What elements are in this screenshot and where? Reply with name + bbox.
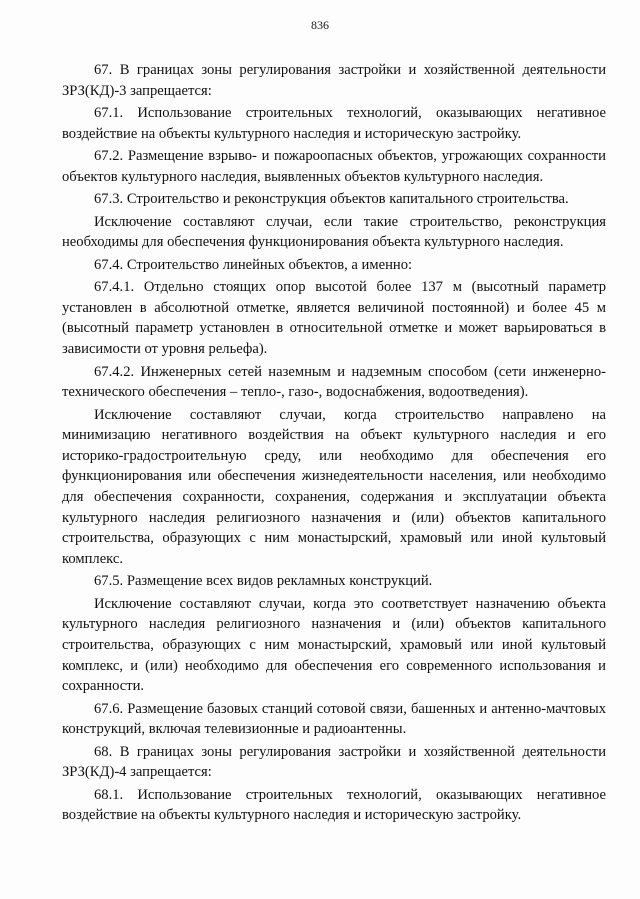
paragraph-67-6: 67.6. Размещение базовых станций сотовой связи, башенных и антенно-мачтовых конструкций, включая телевизионные и радиоантенны. (62, 700, 606, 738)
document-body (62, 60, 606, 828)
paragraph-68-1: 68.1. Использование строительных технологий, оказывающих негативное воздействие на объекты культурного наследия и историческую застройку. (62, 786, 606, 824)
paragraph-67-1: 67.1. Использование строительных технологий, оказывающих негативное воздействие на объекты культурного наследия и историческую застройку. (62, 105, 606, 142)
paragraph-67: 67. В границах зоны регулирования застройки и хозяйственной деятельности ЗРЗ(КД)-3 запрещается: (62, 62, 606, 99)
paragraph-67-3: 67.3. Строительство и реконструкция объектов капитального строительства. (94, 191, 569, 208)
paragraph-67-4: 67.4. Строительство линейных объектов, а именно: (94, 256, 413, 273)
paragraph-67-4-1: 67.4.1. Отдельно стоящих опор высотой более 137 м (высотный параметр установлен в абсолютной отметке, является величиной постоянной) и более 45 м (высотный параметр установлен в относительной отметке и может варьироваться в зависимости от уровня рельефа). (62, 279, 606, 358)
paragraph-67-4-exception: Исключение составляют случаи, когда строительство направлено на минимизацию негативного воздействия на объект культурного наследия и его историко-градостроительную среду, или необходимо для обеспечения его функционирования или обеспечения жизнедеятельности населения, или необходимо для обеспечения сохранности, сохранения, содержания и эксплуатации объекта культурного наследия религиозного назначения и (или) объектов капитального строительства, образующих с ним монастырский, храмовый или иной культовый комплекс. (62, 406, 606, 567)
paragraph-67-5-exception: Исключение составляют случаи, когда это соответствует назначению объекта культурного наследия религиозного назначения и (или) объектов капитального строительства, образующих с ним монастырский, храмовый или иной культовый комплекс, и (или) необходимо для обеспечения его современного использования и сохранности. (62, 595, 606, 695)
paragraph-68: 68. В границах зоны регулирования застройки и хозяйственной деятельности ЗРЗ(КД)-4 запрещается: (62, 743, 606, 781)
paragraph-67-3-exception: Исключение составляют случаи, если такие строительство, реконструкция необходимы для обеспечения функционирования объекта культурного наследия. (62, 213, 606, 251)
paragraph-67-5: 67.5. Размещение всех видов рекламных конструкций. (94, 573, 433, 590)
paragraph-67-4-2: 67.4.2. Инженерных сетей наземным и надземным способом (сети инженерно-технического обеспечения – тепло-, газо-, водоснабжения, водоотведения). (62, 363, 606, 401)
paragraph-67-2: 67.2. Размещение взрыво- и пожароопасных объектов, угрожающих сохранности объектов культурного наследия, выявленных объектов культурного наследия. (62, 148, 606, 185)
page-number: 836 (311, 18, 329, 32)
